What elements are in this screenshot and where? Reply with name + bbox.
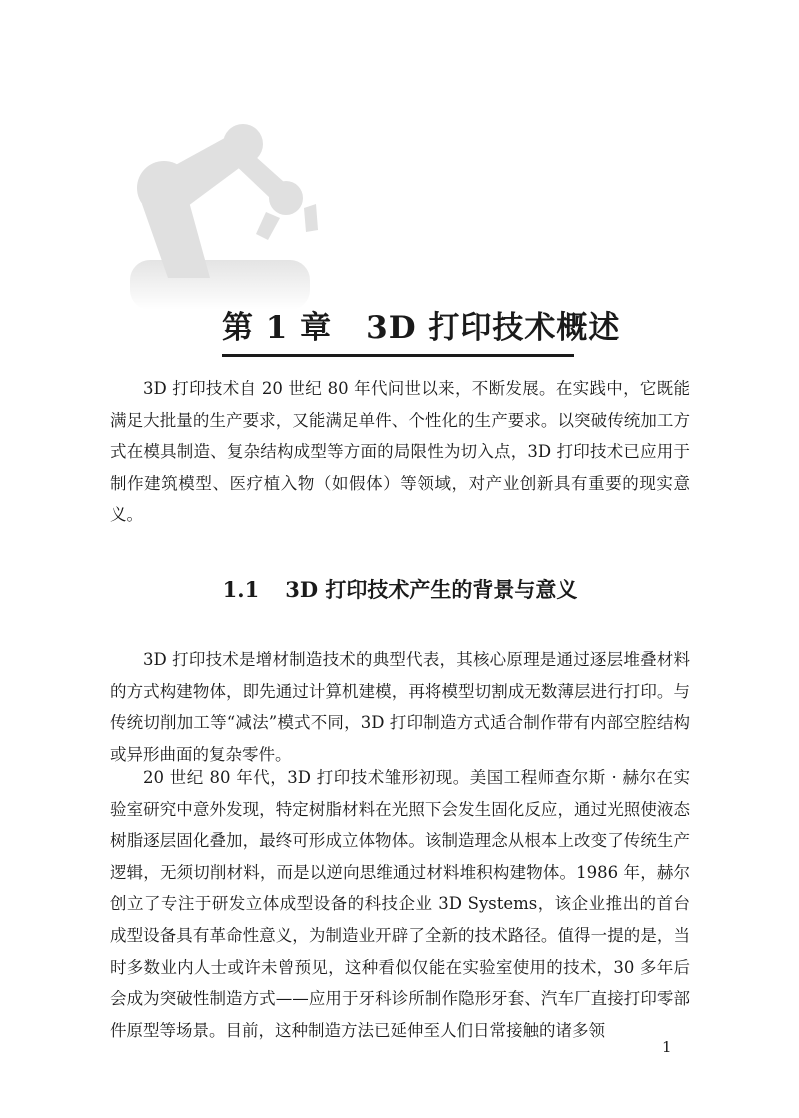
section-number: 1.1 (222, 577, 260, 602)
chapter-name: 3D 打印技术概述 (366, 310, 621, 346)
body-paragraph: 3D 打印技术是增材制造技术的典型代表，其核心原理是通过逐层堆叠材料的方式构建物体，即先通过计算机建模，再将模型切割成无数薄层进行打印。与传统切削加工等“减法”模式不同，3D 打印制造方式适合制作带有内部空腔结构或异形曲面的复杂零件。 (110, 650, 690, 764)
intro-paragraph: 3D 打印技术自 20 世纪 80 年代问世以来，不断发展。在实践中，它既能满足大批量的生产要求，又能满足单件、个性化的生产要求。以突破传统加工方式在模具制造、复杂结构成型等方面的局限性为切入点，3D 打印技术已应用于制作建筑模型、医疗植入物（如假体）等领域，对产业创新具有重要的现实意义。 (110, 379, 690, 525)
chapter-heading (222, 306, 621, 350)
section-heading (110, 570, 690, 610)
body-paragraph: 20 世纪 80 年代，3D 打印技术雏形初现。美国工程师查尔斯 · 赫尔在实验室研究中意外发现，特定树脂材料在光照下会发生固化反应，通过光照使液态树脂逐层固化叠加，最终可形成立体物体。该制造理念从根本上改变了传统生产逻辑，无须切削材料，而是以逆向思维通过材料堆积构建物体。1986 年，赫尔创立了专注于研发立体成型设备的科技企业 3D Systems，该企业推出的首台成型设备具有革命性意义，为制造业开辟了全新的技术路径。值得一提的是，当时多数业内人士或许未曾预见，这种看似仅能在实验室使用的技术，30 多年后会成为突破性制造方式——应用于牙科诊所制作隐形牙套、汽车厂直接打印零部件原型等场景。目前，这种制造方法已延伸至人们日常接触的诸多领 (110, 768, 690, 1040)
chapter-number: 第 1 章 (222, 310, 333, 346)
page-number: 1 (662, 1038, 672, 1056)
robot-arm-icon (128, 120, 338, 310)
section-title: 3D 打印技术产生的背景与意义 (285, 577, 578, 602)
chapter-underline (222, 354, 574, 357)
chapter-title (222, 306, 621, 350)
